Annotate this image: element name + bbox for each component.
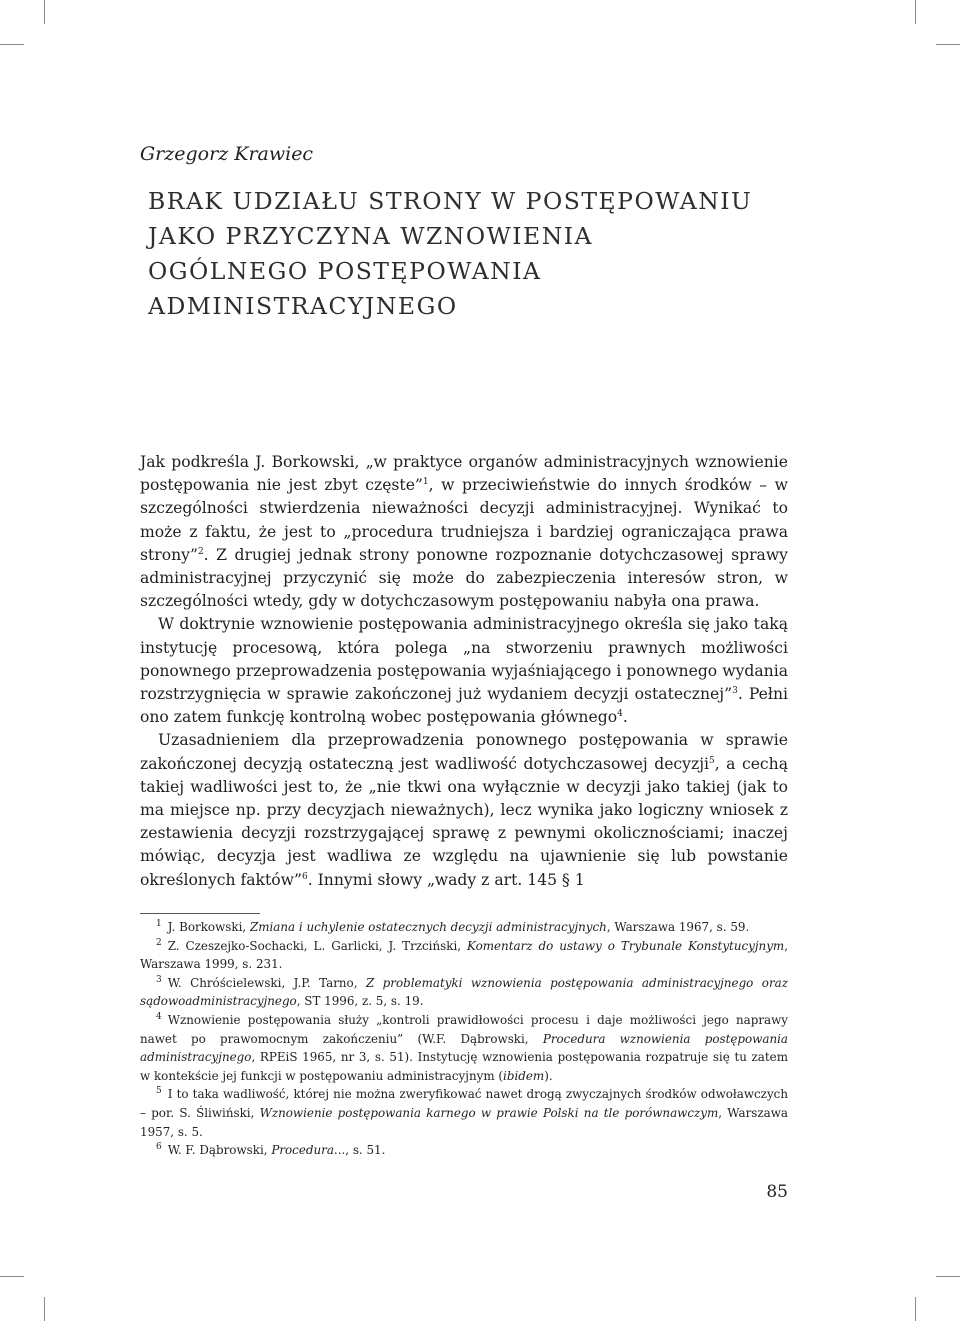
footnote-number: 6 (156, 1142, 162, 1153)
footnote: $^3$ W. Chróścielewski, J.P. Tarno, Z problematyki wznowienia postępowania administracyjnego oraz sądowoadministracyjnego, ST 1996, z. 5, s. 19. (140, 974, 788, 1009)
footnotes (140, 918, 788, 1160)
footnote-ref[interactable]: 4 (617, 709, 623, 720)
body-paragraph: Uzasadnieniem dla przeprowadzenia ponownego postępowania w sprawie zakończonej decyzją ostateczną jest wadliwość dotychczasowej decyzji$^5$, a cechą takiej wadliwości jest to, że „nie tkwi ona wyłącznie w decyzji jako takiej (jak to ma miejsce np. przy decyzjach nieważnych), lecz wynika jako logiczny wniosek z zestawienia decyzji rozstrzygającej sprawę z pewnymi okolicznościami; inaczej mówiąc, decyzja jest wadliwa ze względu na ujawnienie się lub powstanie określonych faktów”$^6$. Innymi słowy „wady z art. 145 § 1 (140, 731, 788, 889)
page-number: 85 (766, 1182, 788, 1202)
footnote-number: 3 (156, 974, 162, 985)
crop-mark-bottom-right (915, 1297, 916, 1321)
author-name: Grzegorz Krawiec (140, 143, 314, 165)
footnote: $^2$ Z. Czeszejko-Sochacki, L. Garlicki, J. Trzciński, Komentarz do ustawy o Trybunale Konstytucyjnym, Warszawa 1999, s. 231. (140, 937, 788, 972)
crop-mark-left-bottom (0, 1276, 24, 1277)
footnote-separator (140, 913, 260, 914)
crop-mark-bottom-left (44, 1297, 45, 1321)
footnote: $^4$ Wznowienie postępowania służy „kontroli prawidłowości procesu i daje możliwości jego naprawy nawet po prawomocnym zakończeniu” (W.F. Dąbrowski, Procedura wznowienia postępowania administracyjnego, RPEiS 1965, nr 3, s. 51). Instytucję wznowienia postępowania rozpatruje się tu zatem w kontekście jej funkcji w postępowaniu administracyjnym (ibidem). (140, 1012, 788, 1083)
crop-mark-left-top (0, 44, 24, 45)
article-title (148, 184, 848, 324)
title-line: BRAK UDZIAŁU STRONY W POSTĘPOWANIU (148, 187, 753, 215)
footnote-number: 1 (156, 919, 162, 930)
title-line: ADMINISTRACYJNEGO (148, 292, 458, 320)
crop-mark-right-top (936, 44, 960, 45)
article-body (140, 451, 788, 892)
footnote-ref[interactable]: 2 (197, 546, 204, 557)
footnote: $^1$ J. Borkowski, Zmiana i uchylenie ostatecznych decyzji administracyjnych, Warszawa 1967, s. 59. (156, 919, 750, 934)
body-paragraph: Jak podkreśla J. Borkowski, „w praktyce organów administracyjnych wznowienie postępowania nie jest zbyt częste”$^1$, w przeciwieństwie do innych środków – w szczególności stwierdzenia nieważności decyzji administracyjnej. Wynikać to może z faktu, że jest to „procedura trudniejsza i bardziej ograniczająca prawa strony”$^2$. Z drugiej jednak strony ponowne rozpoznanie dotychczasowej sprawy administracyjnej przyczynić się może do zabezpieczenia interesów stron, w szczególności wtedy, gdy w dotychczasowym postępowaniu nabyła ona prawa. (140, 453, 788, 611)
footnote-ref[interactable]: 6 (301, 871, 308, 882)
title-line: OGÓLNEGO POSTĘPOWANIA (148, 257, 542, 285)
crop-mark-top-left (44, 0, 45, 24)
footnote-ref[interactable]: 1 (422, 477, 429, 488)
footnote-ref[interactable]: 5 (709, 755, 715, 766)
body-paragraph: W doktrynie wznowienie postępowania administracyjnego określa się jako taką instytucję procesową, która polega „na stworzeniu prawnych możliwości ponownego przeprowadzenia postępowania wyjaśniającego i ponownego wydania rozstrzygnięcia w sprawie zakończonej już wydaniem decyzji ostatecznej”$^3$. Pełni ono zatem funkcję kontrolną wobec postępowania głównego$^4$. (140, 615, 788, 727)
footnote-number: 5 (156, 1086, 162, 1097)
crop-mark-right-bottom (936, 1276, 960, 1277)
title-line: JAKO PRZYCZYNA WZNOWIENIA (148, 222, 594, 250)
crop-mark-top-right (915, 0, 916, 24)
footnote: $^6$ W. F. Dąbrowski, Procedura..., s. 51. (156, 1142, 386, 1158)
footnote-number: 4 (156, 1012, 162, 1022)
footnote-ref[interactable]: 3 (732, 685, 738, 696)
footnote: $^5$ I to taka wadliwość, której nie można zweryfikować nawet drogą zwyczajnych środków odwoławczych – por. S. Śliwiński, Wznowienie postępowania karnego w prawie Polski na tle porównawczym, Warszawa 1957, s. 5. (140, 1086, 788, 1139)
footnote-number: 2 (156, 937, 162, 948)
